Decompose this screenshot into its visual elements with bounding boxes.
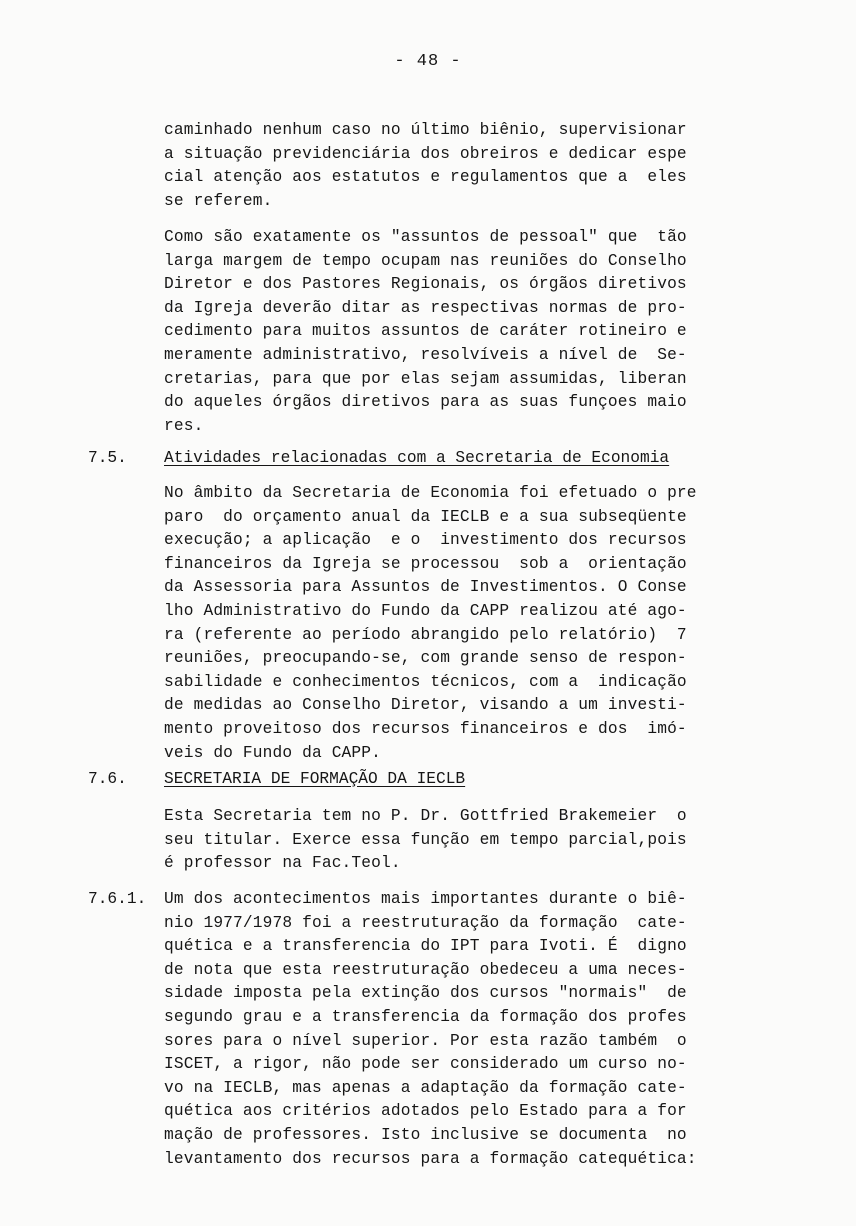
text-line: Esta Secretaria tem no P. Dr. Gottfried Brakemeier o <box>164 807 687 825</box>
text-line: No âmbito da Secretaria de Economia foi efetuado o pre <box>164 484 697 502</box>
text-line: vo na IECLB, mas apenas a adaptação da formação cate- <box>164 1078 687 1097</box>
text-line: de nota que esta reestruturação obedeceu a uma neces- <box>164 960 687 979</box>
text-line: mento proveitoso dos recursos financeiros e dos imó- <box>164 719 687 738</box>
text-line: cial atenção aos estatutos e regulamentos que a eles <box>164 168 687 187</box>
text-line: reuniões, preocupando-se, com grande senso de respon- <box>164 649 687 668</box>
text-line: se referem. <box>164 191 273 210</box>
text-line: quética e a transferencia do IPT para Ivoti. É digno <box>164 937 687 956</box>
text-line: larga margem de tempo ocupam nas reuniões do Conselho <box>164 251 687 270</box>
text-line: quética aos critérios adotados pelo Estado para a for <box>164 1102 687 1121</box>
text-line: Um dos acontecimentos mais importantes durante o biê- <box>164 890 687 908</box>
text-line: de medidas ao Conselho Diretor, visando a um investi- <box>164 696 687 715</box>
text-line: cretarias, para que por elas sejam assumidas, liberan <box>164 369 687 388</box>
text-line: segundo grau e a transferencia da formação dos profes <box>164 1007 687 1026</box>
section-title-economia: Atividades relacionadas com a Secretaria de Economia <box>164 449 670 467</box>
section-number-7-6-1: 7.6.1. <box>88 890 147 908</box>
text-line: mação de professores. Isto inclusive se documenta no <box>164 1125 687 1144</box>
text-line: sabilidade e conhecimentos técnicos, com a indicação <box>164 672 687 691</box>
section-number-7-5: 7.5. <box>88 449 127 467</box>
paragraph-economia <box>164 482 764 765</box>
text-line: do aqueles órgãos diretivos para as suas funçoes maio <box>164 393 687 412</box>
text-line: execução; a aplicação e o investimento dos recursos <box>164 531 687 550</box>
text-line: Como são exatamente os "assuntos de pessoal" que tão <box>164 228 687 246</box>
text-line: é professor na Fac.Teol. <box>164 854 401 873</box>
text-line: veis do Fundo da CAPP. <box>164 743 382 762</box>
page-number: - 48 - <box>394 52 462 71</box>
paragraph-pessoal <box>164 226 764 438</box>
text-line: a situação previdenciária dos obreiros e dedicar espe <box>164 144 687 163</box>
text-line: ra (referente ao período abrangido pelo relatório) 7 <box>164 625 687 644</box>
text-line: sores para o nível superior. Por esta razão também o <box>164 1031 687 1050</box>
text-line: cedimento para muitos assuntos de caráter rotineiro e <box>164 322 687 341</box>
text-line: financeiros da Igreja se processou sob a orientação <box>164 554 687 573</box>
text-line: caminhado nenhum caso no último biênio, supervisionar <box>164 121 687 139</box>
text-line: nio 1977/1978 foi a reestruturação da formação cate- <box>164 913 687 932</box>
text-line: levantamento dos recursos para a formação catequética: <box>164 1149 697 1168</box>
text-line: paro do orçamento anual da IECLB e a sua subseqüente <box>164 507 687 526</box>
paragraph-titular <box>164 805 764 876</box>
paragraph-continuation <box>164 119 764 213</box>
text-line: res. <box>164 416 204 435</box>
section-title-formacao: SECRETARIA DE FORMAÇÃO DA IECLB <box>164 770 466 788</box>
text-line: meramente administrativo, resolvíveis a nível de Se- <box>164 345 687 364</box>
text-line: ISCET, a rigor, não pode ser considerado um curso no- <box>164 1055 687 1074</box>
text-line: da Igreja deverão ditar as respectivas normas de pro- <box>164 298 687 317</box>
text-line: da Assessoria para Assuntos de Investimentos. O Conse <box>164 578 687 597</box>
section-number-7-6: 7.6. <box>88 770 127 788</box>
text-line: Diretor e dos Pastores Regionais, os órgãos diretivos <box>164 275 687 294</box>
text-line: seu titular. Exerce essa função em tempo parcial,pois <box>164 830 687 849</box>
text-line: sidade imposta pela extinção dos cursos "normais" de <box>164 984 687 1003</box>
paragraph-reestruturacao <box>164 888 764 1171</box>
text-line: lho Administrativo do Fundo da CAPP realizou até ago- <box>164 601 687 620</box>
